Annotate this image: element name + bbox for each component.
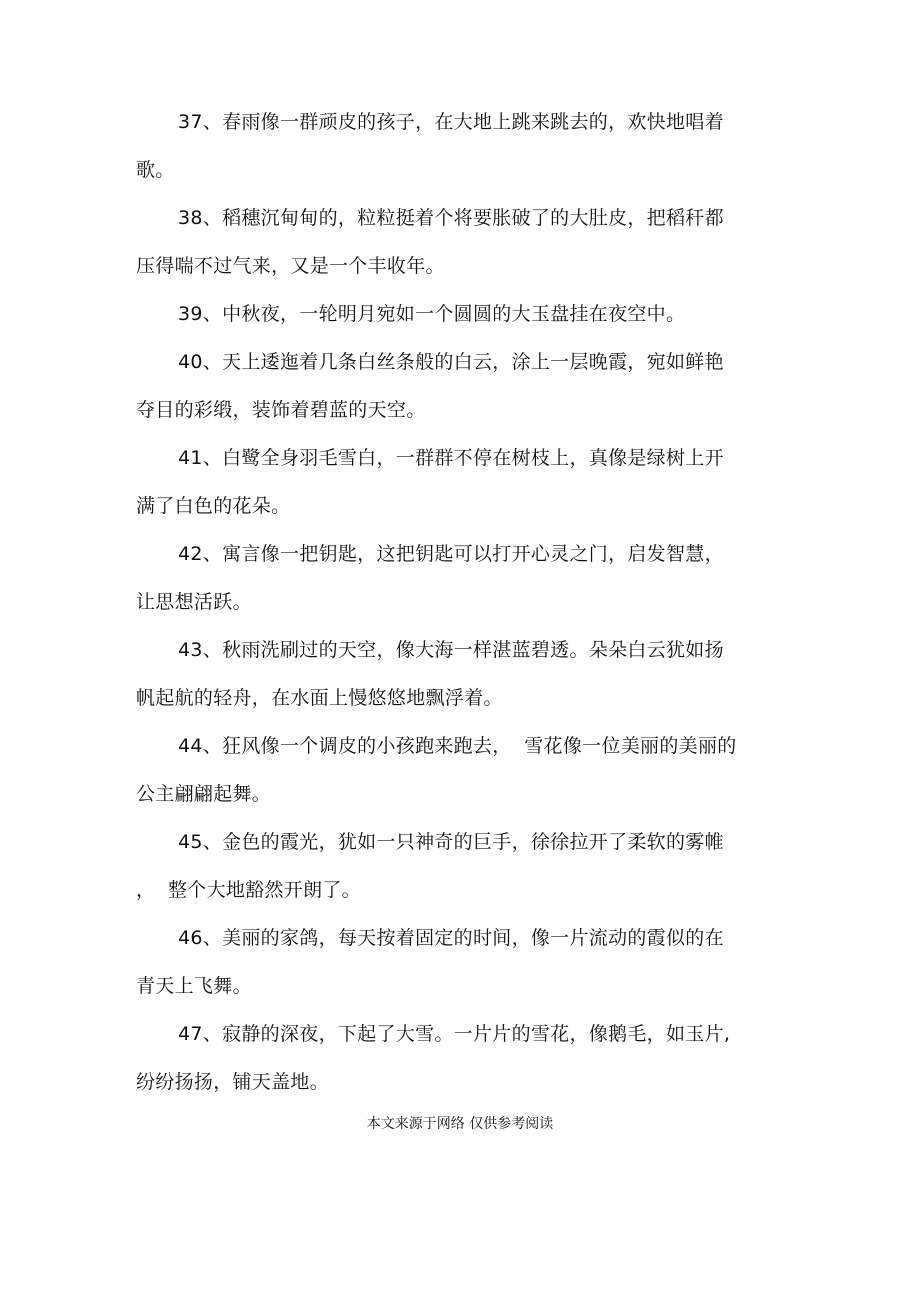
paragraph-line: 青天上飞舞。 [136,975,252,997]
source-footer-note: 本文来源于网络 仅供参考阅读 [366,1116,554,1132]
paragraph-46 [136,914,776,1010]
paragraph-line: 压得喘不过气来，又是一个丰收年。 [136,255,445,277]
paragraph-line: 44、狂风像一个调皮的小孩跑来跑去， 雪花像一位美丽的美丽的 [178,735,737,757]
paragraph-38 [136,194,776,290]
paragraph-line: ， 整个大地豁然开朗了。 [136,879,361,901]
paragraph-39 [136,290,776,338]
paragraph-line: 满了白色的花朵。 [136,495,291,517]
paragraph-line: 公主翩翩起舞。 [136,783,272,805]
paragraph-line: 47、寂静的深夜，下起了大雪。一片片的雪花，像鹅毛，如玉片, [178,1023,731,1045]
paragraph-list [136,98,776,1106]
paragraph-47 [136,1010,776,1106]
paragraph-43 [136,626,776,722]
paragraph-line: 歌。 [136,159,175,181]
paragraph-37 [136,98,776,194]
paragraph-40 [136,338,776,434]
paragraph-41 [136,434,776,530]
paragraph-44 [136,722,776,818]
paragraph-line: 43、秋雨洗刷过的天空，像大海一样湛蓝碧透。朵朵白云犹如扬 [178,639,724,661]
paragraph-line: 41、白鹭全身羽毛雪白，一群群不停在树枝上，真像是绿树上开 [178,447,724,469]
paragraph-line: 让思想活跃。 [136,591,252,613]
paragraph-42 [136,530,776,626]
paragraph-line: 纷纷扬扬，铺天盖地。 [136,1071,330,1093]
paragraph-line: 40、天上逶迤着几条白丝条般的白云，涂上一层晚霞，宛如鲜艳 [178,351,724,373]
paragraph-line: 38、稻穗沉甸甸的，粒粒挺着个将要胀破了的大肚皮，把稻秆都 [178,207,724,229]
paragraph-line: 夺目的彩缎，装饰着碧蓝的天空。 [136,399,426,421]
paragraph-line: 帆起航的轻舟，在水面上慢悠悠地飘浮着。 [136,687,503,709]
paragraph-line: 37、春雨像一群顽皮的孩子，在大地上跳来跳去的，欢快地唱着 [178,111,724,133]
paragraph-line: 42、寓言像一把钥匙，这把钥匙可以打开心灵之门，启发智慧， [178,543,724,565]
paragraph-line: 39、中秋夜，一轮明月宛如一个圆圆的大玉盘挂在夜空中。 [178,303,686,325]
paragraph-line: 46、美丽的家鸽，每天按着固定的时间，像一片流动的霞似的在 [178,927,724,949]
paragraph-45 [136,818,776,914]
paragraph-line: 45、金色的霞光，犹如一只神奇的巨手，徐徐拉开了柔软的雾帷 [178,831,724,853]
